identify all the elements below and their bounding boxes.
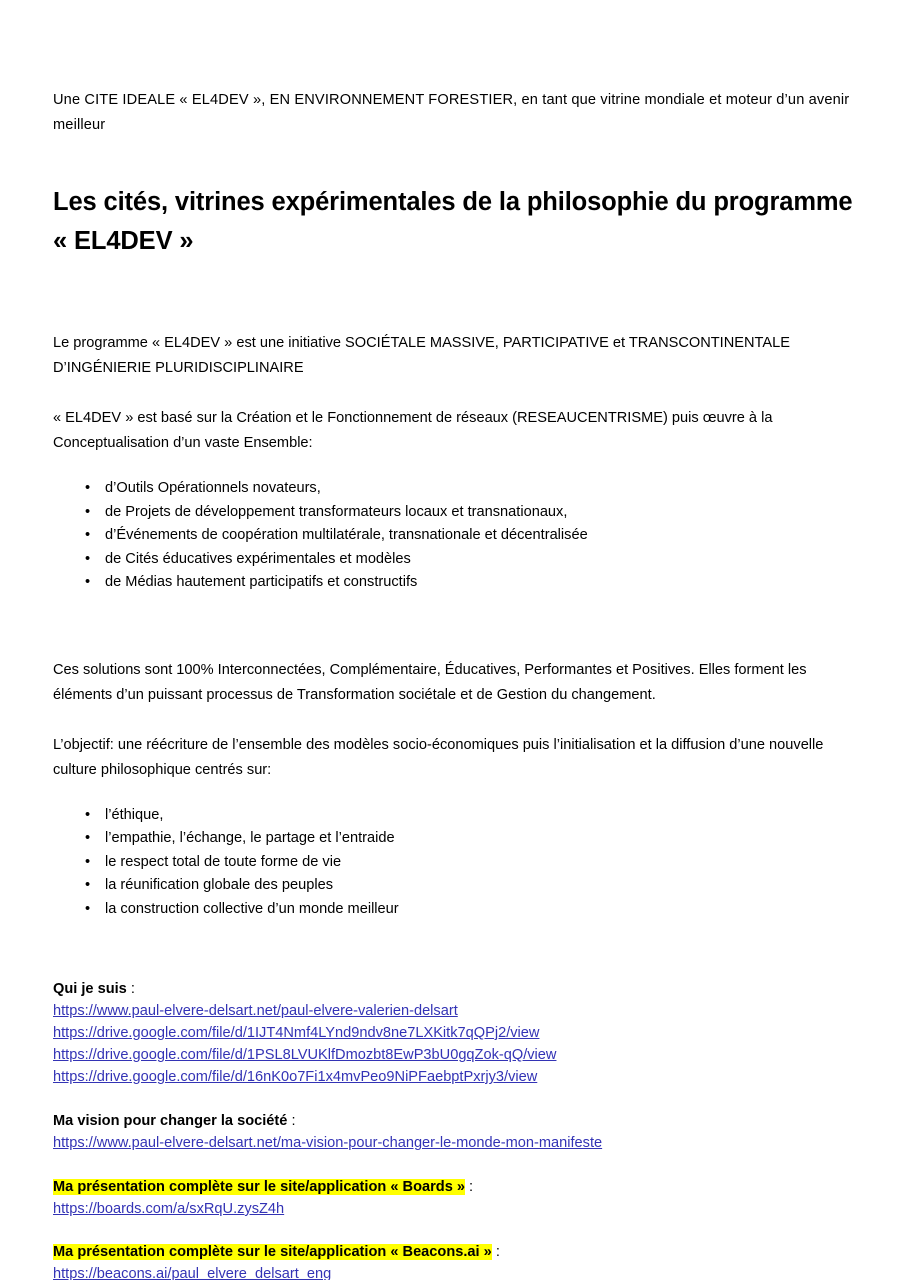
- link-section-heading-label: Ma présentation complète sur le site/application « Beacons.ai »: [53, 1244, 492, 1260]
- external-link[interactable]: https://www.paul-elvere-delsart.net/ma-vision-pour-changer-le-monde-mon-manifeste: [53, 1135, 603, 1151]
- link-section-heading-suffix: :: [491, 1244, 500, 1260]
- list-item: [53, 501, 853, 525]
- bullet-icon: •: [85, 550, 91, 567]
- external-link[interactable]: https://boards.com/a/sxRqU.zysZ4h: [53, 1201, 285, 1217]
- bullet-icon: •: [85, 900, 91, 917]
- spacer-between-link-sections: [53, 1088, 853, 1110]
- bullet-icon: •: [85, 830, 91, 846]
- bullet-icon: •: [85, 877, 91, 893]
- list-item: [53, 851, 853, 875]
- list-item-label: de Cités éducatives expérimentales et modèles: [105, 550, 411, 567]
- link-section-heading: [53, 1110, 853, 1132]
- paragraph-reseaucentrisme: « EL4DEV » est basé sur la Création et le Fonctionnement de réseaux (RESEAUCENTRISME) puis œuvre à la Conceptualisation d’un vaste Ensemble:: [53, 410, 773, 451]
- list-item-label: d’Outils Opérationnels novateurs,: [105, 480, 321, 496]
- list-item-label: le respect total de toute forme de vie: [105, 853, 342, 870]
- list-item-label: la réunification globale des peuples: [105, 877, 333, 893]
- spacer-before-title: [53, 138, 853, 183]
- spacer-between-link-sections: [53, 1154, 853, 1176]
- list-item-label: de Projets de développement transformateurs locaux et transnationaux,: [105, 503, 568, 520]
- link-section-heading-suffix: :: [126, 981, 135, 997]
- paragraph-programme-definition: Le programme « EL4DEV » est une initiative SOCIÉTALE MASSIVE, PARTICIPATIVE et TRANSCONTINENTALE D’INGÉNIERIE PLURIDISCIPLINAIRE: [53, 335, 790, 376]
- list-item-label: la construction collective d’un monde meilleur: [105, 900, 399, 917]
- list-culture: [53, 804, 853, 922]
- list-item: [53, 827, 853, 851]
- list-item: [53, 874, 853, 898]
- external-link[interactable]: https://drive.google.com/file/d/1PSL8LVUKlfDmozbt8EwP3bU0gqZok-qQ/view: [53, 1047, 557, 1063]
- list-ensemble: [53, 477, 853, 595]
- link-section-beacons: [53, 1241, 853, 1280]
- list-item: [53, 571, 853, 595]
- link-section-heading-suffix: :: [287, 1113, 296, 1129]
- intro-paragraph: Une CITE IDEALE « EL4DEV », EN ENVIRONNEMENT FORESTIER, en tant que vitrine mondiale et moteur d’un avenir meilleur: [53, 92, 850, 133]
- page-title: Les cités, vitrines expérimentales de la philosophie du programme « EL4DEV »: [53, 188, 853, 255]
- paragraph-objectif: L’objectif: une réécriture de l’ensemble des modèles socio-économiques puis l’initialisation et la diffusion d’une nouvelle culture philosophique centrés sur:: [53, 736, 824, 778]
- link-section-heading-label: Ma présentation complète sur le site/application « Boards »: [53, 1179, 465, 1195]
- list-item: [53, 804, 853, 828]
- list-item: [53, 548, 853, 572]
- link-section-boards: [53, 1176, 853, 1220]
- spacer-before-list-culture: [53, 783, 853, 804]
- list-item-label: d’Événements de coopération multilatérale, transnationale et décentralisée: [105, 527, 588, 543]
- list-item-label: l’empathie, l’échange, le partage et l’entraide: [105, 830, 395, 846]
- link-section-heading-label: Ma vision pour changer la société: [53, 1113, 288, 1129]
- paragraph-solutions: Ces solutions sont 100% Interconnectées, Complémentaire, Éducatives, Performantes et Positives. Elles forment les éléments d’un puissant processus de Transformation sociétale et de Gestion du changement.: [53, 661, 807, 703]
- bullet-icon: •: [85, 503, 91, 520]
- bullet-icon: •: [85, 574, 91, 590]
- bullet-icon: •: [85, 806, 91, 823]
- link-section-qui-je-suis: [53, 978, 853, 1088]
- link-section-heading: [53, 1241, 853, 1263]
- external-link[interactable]: https://www.paul-elvere-delsart.net/paul-elvere-valerien-delsart: [53, 1003, 458, 1019]
- list-item: [53, 477, 853, 501]
- bullet-icon: •: [85, 480, 91, 496]
- list-item: [53, 524, 853, 548]
- document-body: [53, 88, 853, 1280]
- list-item: [53, 898, 853, 922]
- link-section-heading-label: Qui je suis: [53, 981, 127, 997]
- bullet-icon: •: [85, 527, 91, 543]
- spacer-after-title: [53, 261, 853, 331]
- list-item-label: l’éthique,: [105, 806, 164, 823]
- link-section-heading: [53, 1176, 853, 1198]
- external-link[interactable]: https://beacons.ai/paul_elvere_delsart_eng: [53, 1266, 332, 1280]
- link-section-heading-suffix: :: [464, 1179, 474, 1195]
- link-section-heading: [53, 978, 853, 1000]
- link-section-ma-vision: [53, 1110, 853, 1154]
- external-link[interactable]: https://drive.google.com/file/d/1IJT4Nmf4LYnd9ndv8ne7LXKitk7qQPj2/view: [53, 1025, 540, 1041]
- bullet-icon: •: [85, 853, 91, 870]
- list-item-label: de Médias hautement participatifs et constructifs: [105, 574, 418, 590]
- spacer-between-link-sections: [53, 1220, 853, 1241]
- spacer-after-list-culture: [53, 921, 853, 978]
- external-link[interactable]: https://drive.google.com/file/d/16nK0o7Fi1x4mvPeo9NiPFaebptPxrjy3/view: [53, 1069, 538, 1085]
- spacer-after-list-ensemble: [53, 595, 853, 658]
- spacer-before-list-ensemble: [53, 456, 853, 477]
